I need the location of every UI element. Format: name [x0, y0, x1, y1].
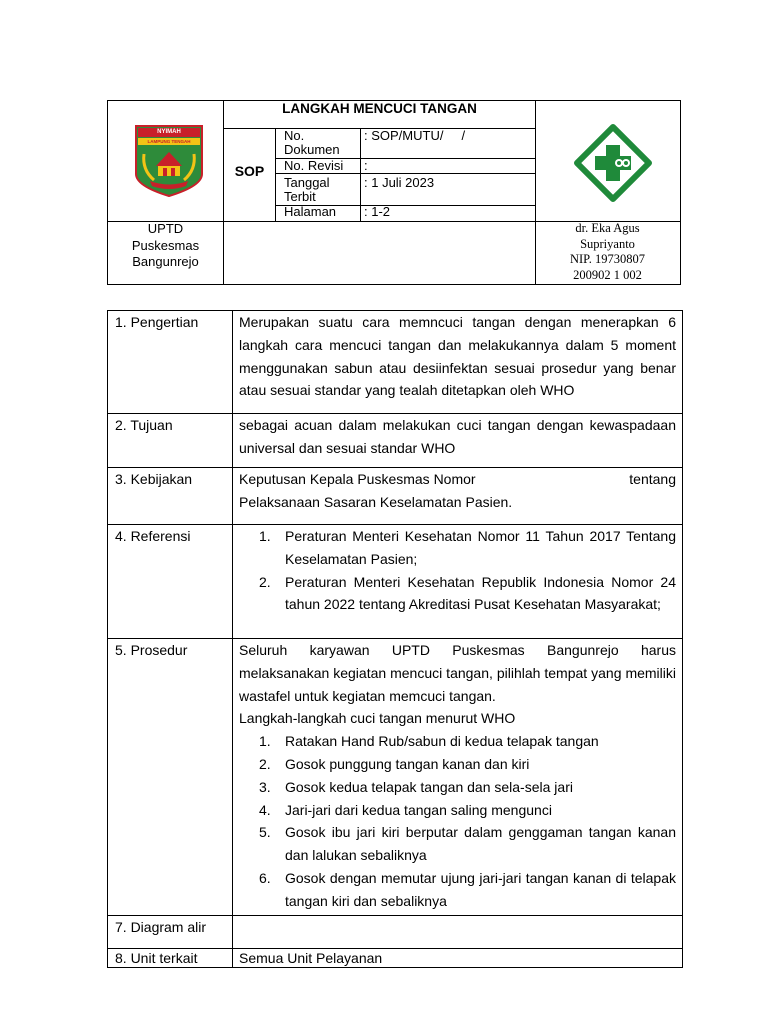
signer-block	[536, 221, 679, 283]
step-text: Gosok ibu jari kiri berputar dalam genggaman tangan kanan dan lalukan sebaliknya	[285, 824, 676, 864]
meta-value-tanggal-terbit: : 1 Juli 2023	[364, 175, 435, 190]
text-unit-terkait: Semua Unit Pelayanan	[233, 948, 683, 967]
step-number: 6.	[259, 869, 271, 886]
logo-top-lettering: NYIMAH	[157, 129, 181, 135]
meta-label-tanggal-terbit: Tanggal Terbit	[284, 175, 330, 204]
label-diagram-alir: 7. Diagram alir	[108, 915, 233, 948]
signer-line-3: NIP. 19730807	[569, 252, 645, 266]
prosedur-intro: Seluruh karyawan UPTD Puskesmas Bangunrejo harus melaksanakan kegiatan mencuci tangan, pilihlah tempat yang memiliki wastafel untuk kegiatan memcuci tangan.	[239, 642, 676, 704]
prosedur-step	[239, 799, 676, 822]
referensi-number: 1.	[259, 528, 271, 544]
kebijakan-text-c: Pelaksanaan Sasaran Keselamatan Pasien.	[239, 493, 513, 510]
prosedur-step	[239, 753, 676, 776]
step-text: Gosok kedua telapak tangan dan sela-sela jari	[285, 778, 573, 795]
row-referensi	[108, 525, 683, 639]
referensi-item	[239, 571, 676, 617]
step-number: 2.	[259, 755, 271, 772]
referensi-list	[239, 525, 676, 616]
step-number: 1.	[259, 733, 271, 750]
text-referensi	[233, 525, 683, 639]
row-kebijakan	[108, 468, 683, 525]
prosedur-step	[239, 730, 676, 753]
text-tujuan: sebagai acuan dalam melakukan cuci tangan dengan kewaspadaan universal dan sesuai standar WHO	[233, 414, 683, 468]
kebijakan-text-b: tentang	[629, 471, 676, 487]
step-text: Gosok dengan memutar ujung jari-jari tangan kanan di telapak tangan kiri dan sebaliknya	[285, 869, 676, 909]
prosedur-steps-heading: Langkah-langkah cuci tangan menurut WHO	[239, 710, 516, 727]
signer-line-4: 200902 1 002	[573, 267, 642, 282]
text-kebijakan	[233, 468, 683, 525]
label-kebijakan: 3. Kebijakan	[108, 468, 233, 525]
signer-line-1: dr. Eka Agus	[575, 221, 640, 235]
sop-label: SOP	[234, 163, 265, 179]
prosedur-step	[239, 867, 676, 913]
meta-value-no-revisi: :	[364, 158, 368, 173]
signer-line-2: Supriyanto	[580, 236, 635, 251]
row-pengertian	[108, 311, 683, 414]
label-pengertian: 1. Pengertian	[108, 311, 233, 414]
unit-name	[108, 221, 223, 271]
text-prosedur	[233, 639, 683, 916]
step-number: 4.	[259, 801, 271, 818]
step-text: Gosok punggung tangan kanan dan kiri	[285, 755, 530, 772]
referensi-text: Peraturan Menteri Kesehatan Nomor 11 Tahun 2017 Tentang Keselamatan Pasien;	[285, 528, 676, 567]
label-prosedur: 5. Prosedur	[108, 639, 233, 916]
meta-row-line-2	[275, 173, 536, 174]
step-text: Ratakan Hand Rub/sabun di kedua telapak tangan	[285, 733, 599, 750]
row-unit-terkait	[108, 948, 683, 967]
step-text: Jari-jari dari kedua tangan saling mengunci	[285, 801, 552, 818]
referensi-number: 2.	[259, 573, 271, 590]
referensi-text: Peraturan Menteri Kesehatan Republik Indonesia Nomor 24 tahun 2022 tentang Akreditasi Pusat Kesehatan Masyarakat;	[285, 573, 676, 613]
prosedur-step	[239, 821, 676, 867]
sop-content-table	[107, 310, 683, 968]
text-diagram-alir	[233, 915, 683, 948]
step-number: 3.	[259, 778, 271, 795]
step-number: 5.	[259, 824, 271, 841]
label-tujuan: 2. Tujuan	[108, 414, 233, 468]
row-diagram-alir	[108, 915, 683, 948]
lampung-tengah-logo	[134, 124, 204, 198]
referensi-item	[239, 525, 676, 571]
meta-label-no-revisi: No. Revisi	[284, 158, 344, 173]
prosedur-step	[239, 776, 676, 799]
text-pengertian: Merupakan suatu cara memncuci tangan dengan menerapkan 6 langkah cara mencuci tangan dan melakukannya dalam 5 moment menggunakan sabun atau desiinfektan sesuai prosedur yang benar atau sesuai standar yang tealah ditetapkan oleh WHO	[233, 311, 683, 414]
header-divider-meta	[360, 128, 361, 221]
prosedur-steps-list	[239, 730, 676, 912]
row-prosedur	[108, 639, 683, 916]
label-unit-terkait: 8. Unit terkait	[108, 948, 233, 967]
unit-line-2: Puskesmas	[131, 237, 200, 253]
label-referensi: 4. Referensi	[108, 525, 233, 639]
unit-line-3: Bangunrejo	[132, 254, 199, 269]
meta-label-halaman: Halaman	[284, 204, 337, 219]
meta-value-halaman: : 1-2	[364, 204, 391, 219]
header-divider-sop	[275, 128, 276, 221]
meta-value-no-dokumen: : SOP/MUTU/ /	[364, 128, 466, 143]
puskesmas-logo	[573, 123, 653, 203]
row-tujuan	[108, 414, 683, 468]
meta-label-no-dokumen: No. Dokumen	[284, 128, 340, 157]
kebijakan-text-a: Keputusan Kepala Puskesmas Nomor	[239, 471, 476, 487]
unit-line-1: UPTD	[147, 221, 184, 236]
document-title: LANGKAH MENCUCI TANGAN	[282, 101, 477, 116]
logo-band-lettering: LAMPUNG TENGAH	[147, 139, 191, 144]
